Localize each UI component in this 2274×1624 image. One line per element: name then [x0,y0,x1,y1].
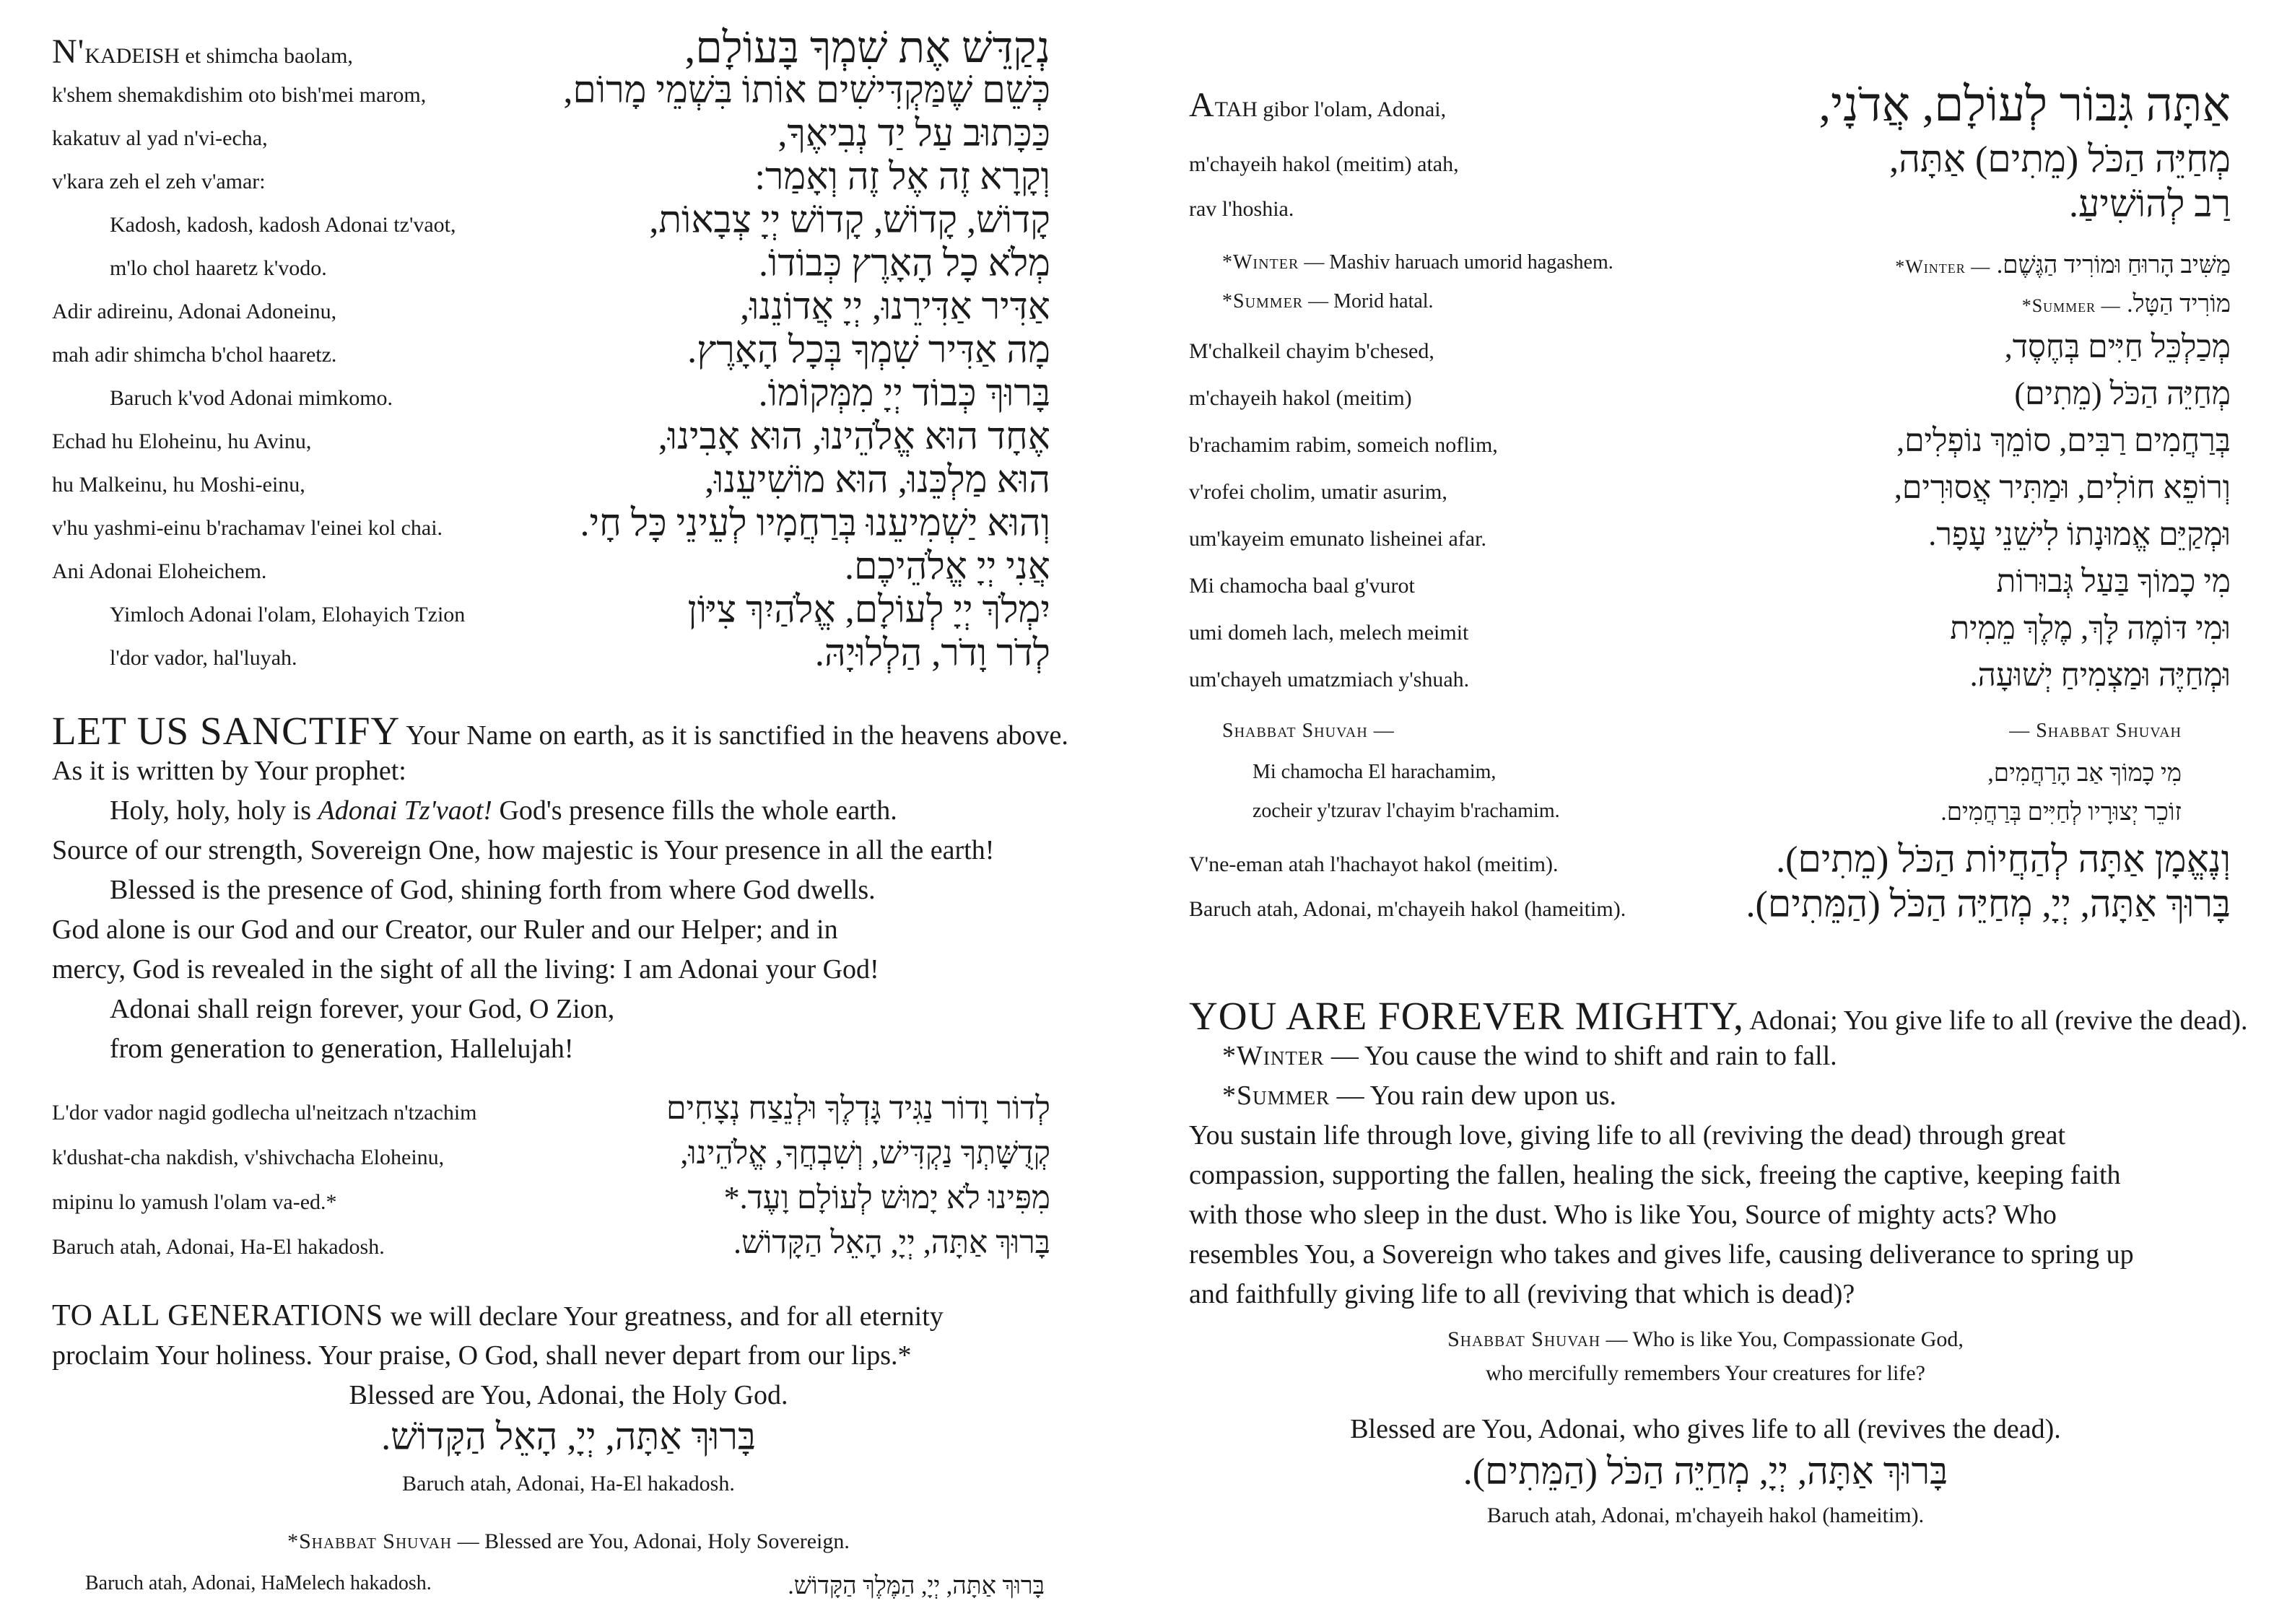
shabbat-text: — Blessed are You, Adonai, Holy Sovereign. [452,1529,850,1553]
lead-caps: YOU ARE FOREVER MIGHTY, [1189,994,1744,1038]
season-winter [1222,250,1613,276]
english-line-5: Blessed is the presence of God, shining forth from where God dwells. [110,875,876,905]
tl-text: Kadosh, kadosh, kadosh Adonai tz'vaot, [110,213,456,237]
transliteration-line [110,212,456,238]
tl-text: Yimloch Adonai l'olam, Elohayich Tzion [110,603,466,627]
hebrew-line: אֲנִי יְיָ אֱלֹהֵיכֶם. [845,546,1050,588]
transliteration-line [1189,479,1447,505]
english-text: — You rain dew upon us. [1330,1081,1617,1111]
tl-text: b'rachamim rabim, someich noflim, [1189,433,1498,457]
season-he: מוֹרִיד הַטָּל. [2127,291,2231,318]
tl-text: Baruch atah, Adonai, Ha-El hakadosh. [52,1235,385,1259]
eng-r-p2: compassion, supporting the fallen, healing the sick, freeing the captive, keeping faith [1189,1160,2121,1190]
shabbat-label: Shabbat Shuvah [1447,1327,1601,1351]
english-line-3 [110,790,897,831]
eng-r-p1: You sustain life through love, giving life to all (reviving the dead) through great [1189,1120,2066,1151]
english-line-8: Adonai shall reign forever, your God, O Zion, [110,994,615,1024]
tl-text: Ani Adonai Eloheichem. [52,559,267,583]
transliteration-line [52,126,268,152]
hebrew-line: וְקָרָא זֶה אֶל זֶה וְאָמַר: [754,157,1050,198]
season-he-label: — Summer* [2021,295,2121,316]
closing-tl-1: Baruch atah, Adonai, m'chayeih hakol (hameitim). [1189,897,1626,921]
ss-tl-1: Mi chamocha El harachamim, [1253,761,1497,783]
hebrew-line: מִפִּינוּ לֹא יָמוּשׁ לְעוֹלָם וָעֶד.* [723,1180,1050,1215]
hebrew-line: וְהוּא יַשְׁמִיעֵנוּ בְּרַחֲמָיו לְעֵינֵי כָּל חָי. [580,503,1050,544]
hebrew-line: כְּשֵׁם שֶׁמַּקְדִּישִׁים אוֹתוֹ בִּשְׁמֵי מָרוֹם, [563,70,1050,111]
english-text: we will declare Your greatness, and for all eternity [383,1301,944,1332]
hebrew-line: וּמִי דּוֹמֶה לָּךְ, מֶלֶךְ מֵמִית [1950,611,2231,646]
transliteration-line [1189,432,1498,458]
shabbat-transliteration: Baruch atah, Adonai, HaMelech hakadosh. [85,1572,432,1594]
hebrew-line: מְחַיֵּה הַכֹּל (מֵתִים) [2014,376,2231,411]
eng-r-summer [1222,1075,1616,1116]
tl-text: M'chalkeil chayim b'chesed, [1189,339,1434,363]
transliteration-line [110,645,297,671]
tl-text: TAH gibor l'olam, Adonai, [1214,97,1447,121]
english-italic: Adonai Tz'vaot! [318,795,492,826]
tl-text: L'dor vador nagid godlecha ul'neitzach n'tzachim [52,1101,477,1125]
transliteration-line [52,559,266,585]
lead-caps: N' [52,32,85,71]
hebrew-line: בָּרוּךְ אַתָּה, יְיָ, הָאֵל הַקָּדוֹשׁ. [733,1225,1050,1260]
tl-text: v'hu yashmi-einu b'rachamav l'einei kol chai. [52,516,443,540]
closing-he-1: בָּרוּךְ אַתָּה, יְיָ, מְחַיֵּה הַכֹּל (הַמֵּתִים). [1746,884,2231,925]
tl-text: mah adir shimcha b'chol haaretz. [52,343,337,367]
season-label: *Summer [1222,1081,1330,1111]
hebrew-line: הוּא מַלְכֵּנוּ, הוּא מוֹשִׁיעֵנוּ, [705,460,1050,501]
hebrew-line: קְדֻשָּׁתְךָ נַקְדִּישׁ, וְשִׁבְחֲךָ, אֱלֹהֵינוּ, [680,1135,1050,1171]
english-text: — Who is like You, Compassionate God, [1600,1327,1964,1351]
hebrew-line: קָדוֹשׁ, קָדוֹשׁ, קָדוֹשׁ יְיָ צְבָאוֹת, [649,200,1050,241]
transliteration-line [52,1189,337,1215]
shabbat-label: *Shabbat Shuvah [287,1529,453,1553]
tl-text: l'dor vador, hal'luyah. [110,646,297,670]
lead-caps: LET US SANCTIFY [52,709,401,753]
to-all-line-2: proclaim Your holiness. Your praise, O God, shall never depart from our lips.* [52,1340,912,1371]
season-text: — Morid hatal. [1303,290,1434,313]
tl-text: k'shem shemakdishim oto bish'mei marom, [52,83,427,107]
english-line-4: Source of our strength, Sovereign One, how majestic is Your presence in all the earth! [52,835,995,865]
tl-text: umi domeh lach, melech meimit [1189,621,1469,645]
transliteration-line [52,342,336,368]
transliteration-line [1189,526,1486,552]
transliteration-line [1189,339,1434,364]
eng-r-hebrew: בָּרוּךְ אַתָּה, יְיָ, מְחַיֵּה הַכֹּל (הַמֵּתִים). [1463,1451,1948,1493]
hebrew-line: אַדִּיר אַדִּירֵנוּ, יְיָ אֲדוֹנֵנוּ, [740,287,1050,328]
eng-r-ss-1 [1137,1327,2274,1353]
hebrew-line: מְכַלְכֵּל חַיִּים בְּחֶסֶד, [2004,329,2231,364]
lead-caps: TO ALL GENERATIONS [52,1299,384,1332]
eng-r-p4: resembles You, a Sovereign who takes and gives life, causing deliverance to spring up [1189,1239,2134,1270]
english-line-9: from generation to generation, Hallelujah! [110,1034,574,1064]
transliteration-line [110,385,393,411]
closing-he-0: וְנֶאֱמָן אַתָּה לְהַחֲיוֹת הַכֹּל (מֵתִים). [1776,839,2231,881]
tl-text: m'chayeih hakol (meitim) [1189,386,1412,410]
eng-r-blessing: Blessed are You, Adonai, who gives life to all (revives the dead). [1350,1414,2061,1444]
eng-r-line-1 [1189,996,2247,1041]
english-text: God's presence fills the whole earth. [492,795,897,826]
english-text: — You cause the wind to shift and rain to fall. [1324,1041,1837,1071]
hebrew-line: נְקַדֵּשׁ אֶת שִׁמְךָ בָּעוֹלָם, [684,24,1050,71]
tl-text: Baruch k'vod Adonai mimkomo. [110,386,393,410]
tl-text: um'chayeh umatzmiach y'shuah. [1189,668,1470,691]
tl-text: mipinu lo yamush l'olam va-ed.* [52,1190,337,1214]
transliteration-line [1189,667,1469,693]
season-summer-hebrew [2022,283,2231,328]
to-all-blessing: Blessed are You, Adonai, the Holy God. [349,1380,788,1410]
tl-text: um'kayeim emunato lisheinei afar. [1189,527,1486,551]
transliteration-line [110,256,327,281]
eng-r-winter [1222,1036,1837,1076]
season-text: — Mashiv haruach umorid hagashem. [1299,251,1613,274]
eng-r-ss-2: who mercifully remembers Your creatures for life? [1486,1361,1925,1385]
shabbat-hebrew: בָּרוּךְ אַתָּה, יְיָ, הַמֶּלֶךְ הַקָּדוֹשׁ. [788,1573,1045,1599]
english-line-6: God alone is our God and our Creator, our Ruler and our Helper; and in [52,914,838,945]
tl-text: v'rofei cholim, umatir asurim, [1189,480,1447,504]
avot-he-1: מְחַיֵּה הַכֹּל (מֵתִים) אַתָּה, [1889,139,2231,180]
transliteration-line [52,472,305,498]
transliteration-line [1189,620,1468,646]
hebrew-line: וּמְקַיֵּם אֱמוּנָתוֹ לִישֵׁנֵי עָפָר. [1928,517,2231,552]
english-text: Holy, holy, holy is [110,795,318,826]
season-he: מַשִּׁיב הָרוּחַ וּמוֹרִיד הַגֶּשֶׁם. [1996,252,2231,279]
tl-text: hu Malkeinu, hu Moshi-einu, [52,473,305,497]
tl-text: KADEISH et shimcha baolam, [84,44,353,68]
transliteration-line [52,82,426,108]
hebrew-line: וְרוֹפֵא חוֹלִים, וּמַתִּיר אֲסוּרִים, [1894,470,2231,505]
english-line-1 [52,711,1068,756]
tl-text: Echad hu Eloheinu, hu Avinu, [52,429,312,453]
tl-text: k'dushat-cha nakdish, v'shivchacha Eloheinu, [52,1145,445,1169]
transliteration-line [1189,573,1415,599]
eng-r-p5: and faithfully giving life to all (reviving that which is dead)? [1189,1279,1855,1309]
ss-tl-2: zocheir y'tzurav l'chayim b'rachamim. [1253,800,1560,822]
english-line-7: mercy, God is revealed in the sight of all the living: I am Adonai your God! [52,954,879,985]
season-label: *Winter [1222,251,1299,274]
ss-he-1: מִי כָמוֹךָ אַב הָרַחֲמִים, [1987,760,2182,787]
transliteration-line [52,32,353,71]
hebrew-line: יִמְלֹךְ יְיָ לְעוֹלָם, אֱלֹהַיִךְ צִיּוֹן [687,590,1050,631]
to-all-hebrew: בָּרוּךְ אַתָּה, יְיָ, הָאֵל הַקָּדוֹשׁ. [381,1417,756,1458]
english-text: Adonai; You give life to all (revive the dead). [1743,1005,2248,1036]
avot-tl-1: m'chayeih hakol (meitim) atah, [1189,152,1459,176]
transliteration-line [52,1234,385,1260]
english-text: Your Name on earth, as it is sanctified in the heavens above. [400,720,1068,751]
shabbat-shuvah-note [0,1529,1137,1555]
avot-tl-0 [1189,86,1447,124]
season-winter-hebrew [1895,244,2231,289]
hebrew-line: מִי כָמוֹךָ בַּעַל גְּבוּרוֹת [1996,564,2231,599]
eng-r-p3: with those who sleep in the dust. Who is like You, Source of mighty acts? Who [1189,1200,2057,1230]
hebrew-line: לְדוֹר וָדוֹר נַגִּיד גָּדְלֶךָ וּלְנֵצַח נְצָחִים [666,1091,1050,1126]
to-all-line-1 [52,1296,944,1337]
transliteration-line [52,515,443,541]
season-summer [1222,289,1434,315]
to-all-transliteration: Baruch atah, Adonai, Ha-El hakadosh. [402,1472,735,1496]
hebrew-line: בָּרוּךְ כְּבוֹד יְיָ מִמְּקוֹמוֹ. [758,373,1050,414]
tl-text: Mi chamocha baal g'vurot [1189,574,1415,598]
ss-label-he: — Shabbat Shuvah [2009,720,2182,742]
tl-text: v'kara zeh el zeh v'amar: [52,170,266,193]
hebrew-line: בְּרַחֲמִים רַבִּים, סוֹמֵךְ נוֹפְלִים, [1896,423,2231,458]
transliteration-line [110,602,465,628]
transliteration-line [52,169,266,195]
closing-tl-0: V'ne-eman atah l'hachayot hakol (meitim). [1189,852,1559,876]
tl-text: Adir adireinu, Adonai Adoneinu, [52,300,337,323]
avot-he-2: רַב לְהוֹשִׁיעַ. [2068,184,2231,225]
transliteration-line [52,429,311,455]
english-line-2: As it is written by Your prophet: [52,756,406,786]
hebrew-line: מָה אַדִּיר שִׁמְךָ בְּכָל הָאָרֶץ. [687,330,1050,371]
season-label: *Winter [1222,1041,1325,1071]
transliteration-line [1189,385,1412,411]
transliteration-line [52,1100,477,1126]
season-label: *Summer [1222,290,1304,313]
hebrew-line: כַּכָּתוּב עַל יַד נְבִיאֶךָ, [777,113,1050,154]
hebrew-line: לְדֹר וָדֹר, הַלְלוּיָהּ. [814,633,1050,674]
right-page [1137,0,2274,1624]
tl-text: kakatuv al yad n'vi-echa, [52,126,268,150]
hebrew-line: אֶחָד הוּא אֱלֹהֵינוּ, הוּא אָבִינוּ, [658,416,1050,458]
hebrew-line: מְלֹא כָל הָאָרֶץ כְּבוֹדוֹ. [759,243,1050,284]
transliteration-line [52,299,336,325]
hebrew-line: וּמְחַיֶּה וּמַצְמִיחַ יְשׁוּעָה. [1969,658,2231,693]
avot-tl-2: rav l'hoshia. [1189,197,1294,221]
lead-caps: A [1189,86,1215,124]
ss-label-tl: Shabbat Shuvah — [1222,720,1395,742]
ss-he-2: זוֹכֵר יְצוּרָיו לְחַיִּים בְּרַחֲמִים. [1940,799,2182,826]
transliteration-line [52,1145,444,1171]
eng-r-transliteration: Baruch atah, Adonai, m'chayeih hakol (hameitim). [1486,1503,1925,1527]
tl-text: m'lo chol haaretz k'vodo. [110,256,327,280]
avot-he-0: אַתָּה גִּבּוֹר לְעוֹלָם, אֲדֹנָי, [1818,79,2231,131]
season-he-label: — Winter* [1895,256,1991,277]
